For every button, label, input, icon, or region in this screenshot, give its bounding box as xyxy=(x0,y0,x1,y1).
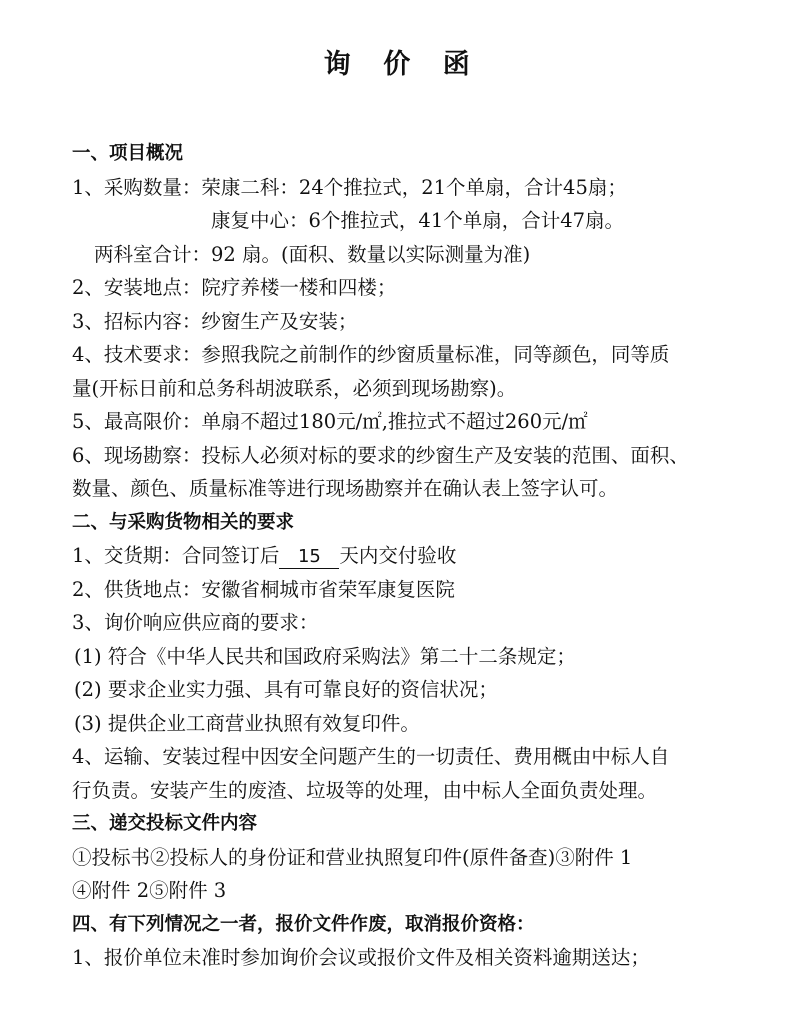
document-body xyxy=(72,137,732,975)
title-char: 询 xyxy=(323,49,352,80)
tender-content-line: 3、招标内容：纱窗生产及安装； xyxy=(72,309,358,333)
supplier-requirement-item: (3) 提供企业工商营业执照有效复印件。 xyxy=(74,711,420,735)
technical-requirements-line-cont: 量(开标日前和总务科胡波联系，必须到现场勘察)。 xyxy=(72,376,517,400)
supply-location-line: 2、供货地点：安徽省桐城市省荣军康复医院 xyxy=(72,577,455,601)
purchase-quantity-line: 1、采购数量：荣康二科：24个推拉式，21个单扇，合计45扇； xyxy=(72,175,627,199)
site-survey-line-cont: 数量、颜色、质量标准等进行现场勘察并在确认表上签字认可。 xyxy=(72,477,619,500)
site-survey-line: 6、现场勘察：投标人必须对标的要求的纱窗生产及安装的范围、面积、 xyxy=(72,443,689,467)
section-heading-bid-documents: 三、递交投标文件内容 xyxy=(72,813,258,834)
bid-documents-line-cont: ④附件 2⑤附件 3 xyxy=(72,879,227,902)
technical-requirements-line: 4、技术要求：参照我院之前制作的纱窗质量标准，同等颜色，同等质 xyxy=(72,343,670,366)
section-heading-goods-requirements: 二、与采购货物相关的要求 xyxy=(72,511,295,533)
price-cap-line: 5、最高限价：单扇不超过180元/㎡,推拉式不超过260元/㎡ xyxy=(72,410,588,433)
supplier-requirements-line: 3、询价响应供应商的要求： xyxy=(72,611,319,634)
install-location-line: 2、安装地点：院疗养楼一楼和四楼； xyxy=(72,276,397,299)
total-quantity-line: 两科室合计：92 扇。(面积、数量以实际测量为准) xyxy=(94,242,531,266)
delivery-days-blank: 15 xyxy=(279,546,339,569)
liability-line-cont: 行负责。安装产生的废渣、垃圾等的处理，由中标人全面负责处理。 xyxy=(72,778,658,802)
rehab-center-quantity-line: 康复中心：6个推拉式，41个单扇，合计47扇。 xyxy=(211,209,625,232)
document-title xyxy=(0,42,794,81)
delivery-period-line xyxy=(72,539,732,573)
title-char: 函 xyxy=(442,49,471,80)
title-char: 价 xyxy=(383,49,411,80)
delivery-suffix: 天内交付验收 xyxy=(339,544,457,567)
disqualification-item: 1、报价单位未准时参加询价会议或报价文件及相关资料逾期送达； xyxy=(72,946,650,969)
supplier-requirement-item: (1) 符合《中华人民共和国政府采购法》第二十二条规定； xyxy=(74,644,576,668)
supplier-requirement-item: (2) 要求企业实力强、具有可靠良好的资信状况； xyxy=(74,678,498,701)
bid-documents-line: ①投标书②投标人的身份证和营业执照复印件(原件备查)③附件 1 xyxy=(72,845,633,869)
delivery-prefix: 1、交货期：合同签订后 xyxy=(72,544,280,567)
section-heading-project-overview: 一、项目概况 xyxy=(72,143,184,164)
section-heading-disqualification: 四、有下列情况之一者，报价文件作废，取消报价资格： xyxy=(72,913,535,935)
liability-line: 4、运输、安装过程中因安全问题产生的一切责任、费用概由中标人自 xyxy=(72,745,670,768)
